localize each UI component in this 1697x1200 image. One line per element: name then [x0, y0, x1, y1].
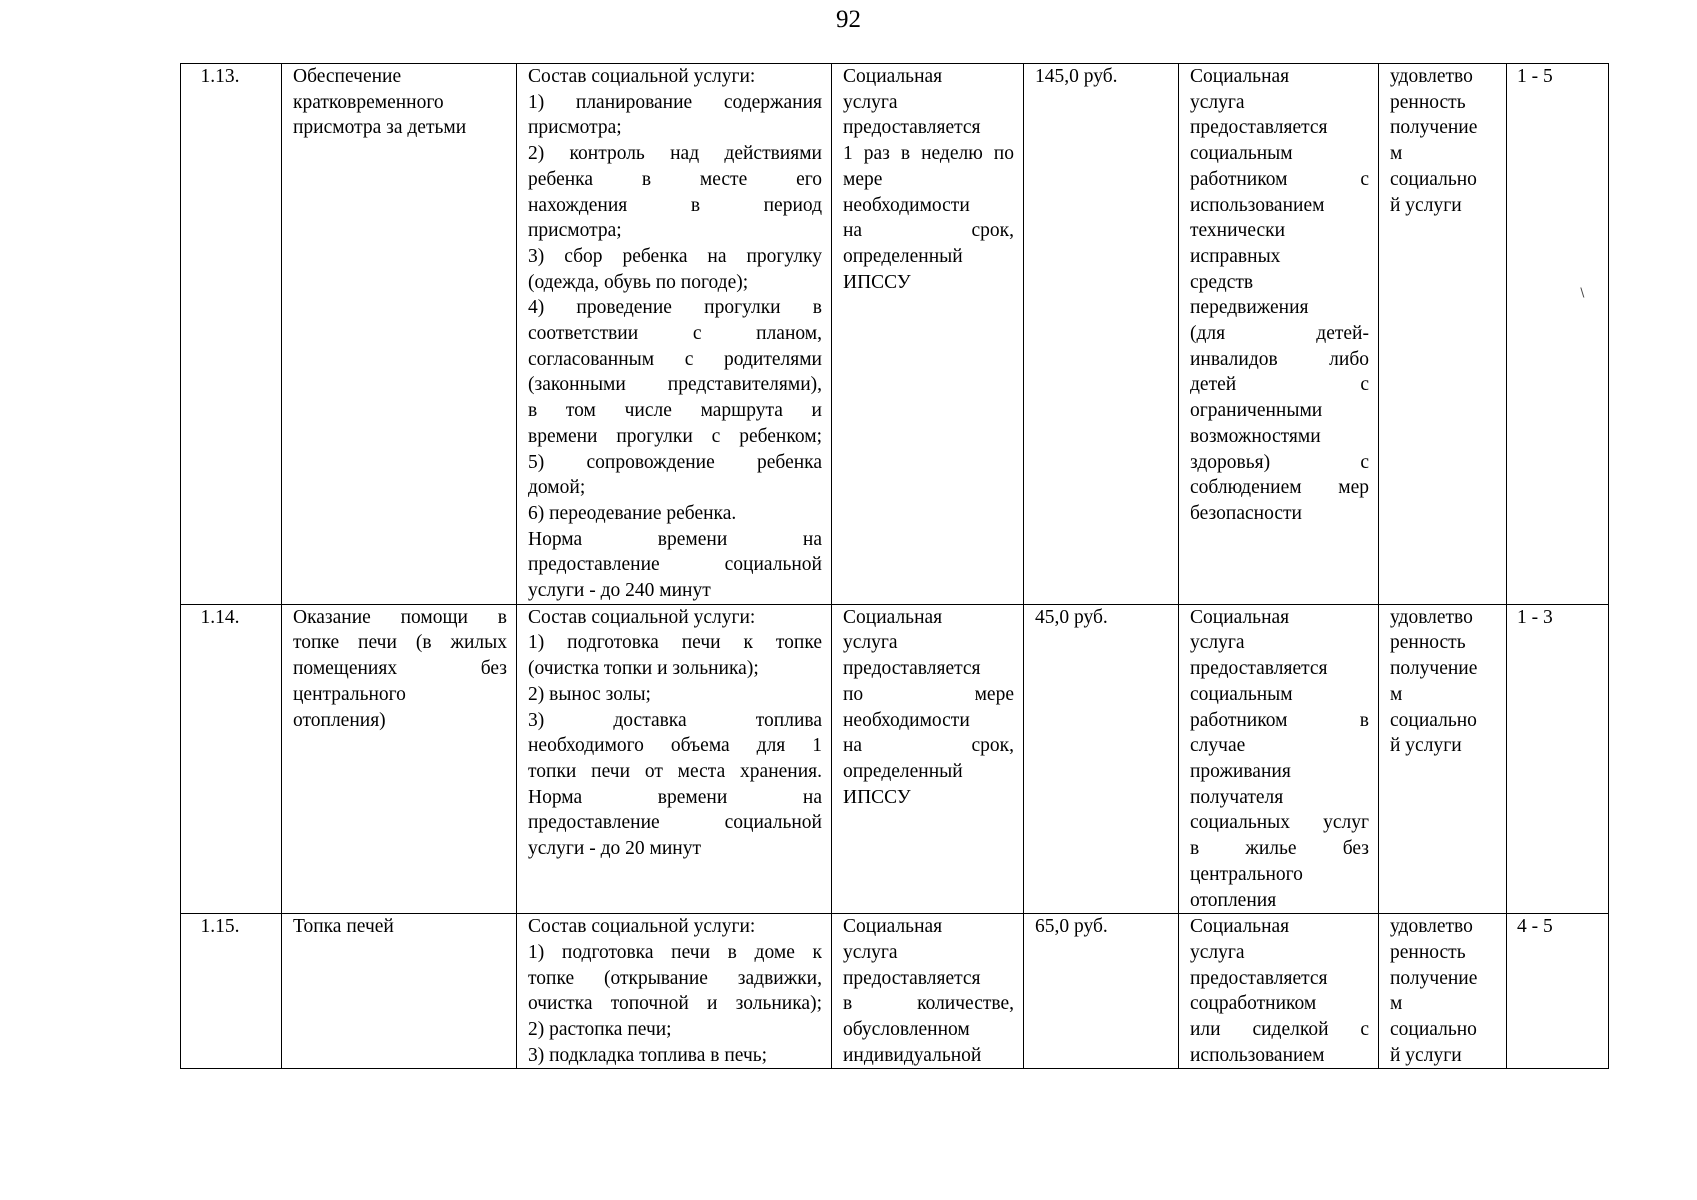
text-line: помещениях без: [293, 658, 507, 680]
text-line: ренность: [1390, 91, 1466, 113]
text-line: предоставление социальной: [528, 812, 822, 834]
text-line: 2) растопка печи;: [528, 1019, 672, 1041]
text-line: 6) переодевание ребенка.: [528, 502, 737, 524]
text-line: определенный: [843, 245, 963, 267]
text-line: согласованным с родителями: [528, 348, 822, 370]
text-line: ренность: [1390, 632, 1466, 654]
text-line: удовлетво: [1390, 606, 1473, 628]
text-line: услуга: [1190, 91, 1245, 113]
text-line: социальным: [1190, 143, 1293, 165]
text-line: топке печи (в жилых: [293, 632, 507, 654]
text-line: (одежда, обувь по погоде);: [528, 271, 749, 293]
text-line: услуга: [843, 941, 898, 963]
text-line: домой;: [528, 477, 586, 499]
text-line: Социальная: [1190, 606, 1290, 628]
text-line: м: [1390, 993, 1403, 1015]
text-line: социально: [1390, 709, 1477, 731]
text-line: 1) подготовка печи в доме к: [528, 941, 822, 963]
text-line: Топка печей: [293, 916, 394, 938]
row-number: 1.14.: [181, 604, 282, 913]
text-line: передвижения: [1190, 297, 1309, 319]
text-line: й услуги: [1390, 735, 1462, 757]
text-line: в количестве,: [843, 993, 1014, 1015]
text-line: случае: [1190, 735, 1246, 757]
text-line: работником с: [1190, 168, 1369, 190]
text-line: времени прогулки с ребенком;: [528, 425, 822, 447]
text-line: предоставляется: [1190, 658, 1328, 680]
text-line: социальным: [1190, 683, 1293, 705]
service-tariff: 45,0 руб.: [1024, 604, 1179, 913]
text-line: определенный: [843, 760, 963, 782]
text-line: ребенка в месте его: [528, 168, 822, 190]
service-conditions: [1179, 914, 1379, 1069]
text-line: предоставляется: [843, 967, 981, 989]
text-line: й услуги: [1390, 194, 1462, 216]
text-line: 1) подготовка печи к топке: [528, 632, 822, 654]
service-conditions: [1179, 64, 1379, 605]
text-line: детей с: [1190, 374, 1369, 396]
text-line: предоставляется: [1190, 117, 1328, 139]
text-line: необходимости: [843, 709, 970, 731]
text-line: возможностями: [1190, 425, 1321, 447]
text-line: Социальная: [843, 916, 943, 938]
text-line: по мере: [843, 683, 1014, 705]
services-table: [180, 63, 1609, 1069]
text-line: Обеспечение: [293, 66, 402, 87]
text-line: (для детей-: [1190, 323, 1369, 345]
quality-indicator: [1379, 64, 1507, 605]
text-line: услуга: [843, 91, 898, 113]
text-line: предоставление социальной: [528, 554, 822, 576]
text-line: обусловленном: [843, 1019, 970, 1041]
text-line: центрального: [293, 683, 406, 705]
text-line: 3) подкладка топлива в печь;: [528, 1044, 768, 1066]
service-name: [282, 914, 517, 1069]
text-line: отопления): [293, 709, 386, 731]
text-line: центрального: [1190, 863, 1303, 885]
text-line: технически: [1190, 220, 1286, 242]
text-line: получение: [1390, 117, 1478, 139]
text-line: соответствии с планом,: [528, 323, 822, 345]
text-line: й услуги: [1390, 1044, 1462, 1066]
service-composition: [517, 64, 832, 605]
text-line: или сиделкой с: [1190, 1019, 1369, 1041]
text-line: кратковременного: [293, 91, 444, 113]
text-line: Состав социальной услуги:: [528, 66, 756, 87]
text-line: Социальная: [843, 606, 943, 628]
text-line: 3) сбор ребенка на прогулку: [528, 245, 822, 267]
scan-speck: ∖: [1578, 286, 1586, 300]
text-line: услуга: [1190, 941, 1245, 963]
text-line: на срок,: [843, 735, 1014, 757]
row-number: 1.13.: [181, 64, 282, 605]
service-frequency: [832, 64, 1024, 605]
text-line: индивидуальной: [843, 1044, 982, 1066]
text-line: исправных: [1190, 245, 1281, 267]
text-line: инвалидов либо: [1190, 348, 1369, 370]
text-line: топки печи от места хранения.: [528, 760, 822, 782]
text-line: здоровья) с: [1190, 451, 1369, 473]
text-line: получателя: [1190, 786, 1284, 808]
text-line: присмотра;: [528, 220, 622, 242]
service-name: [282, 64, 517, 605]
text-line: в том числе маршрута и: [528, 400, 822, 422]
text-line: необходимого объема для 1: [528, 735, 822, 757]
text-line: Норма времени на: [528, 528, 822, 550]
text-line: удовлетво: [1390, 916, 1473, 938]
text-line: проживания: [1190, 760, 1291, 782]
service-tariff: 145,0 руб.: [1024, 64, 1179, 605]
text-line: (законными представителями),: [528, 374, 822, 396]
text-line: получение: [1390, 967, 1478, 989]
text-line: ренность: [1390, 941, 1466, 963]
text-line: ограниченными: [1190, 400, 1323, 422]
text-line: 5) сопровождение ребенка: [528, 451, 822, 473]
text-line: Состав социальной услуги:: [528, 916, 756, 938]
service-tariff: 65,0 руб.: [1024, 914, 1179, 1069]
text-line: 3) доставка топлива: [528, 709, 822, 731]
text-line: нахождения в период: [528, 194, 822, 216]
text-line: соблюдением мер: [1190, 477, 1369, 499]
text-line: на срок,: [843, 220, 1014, 242]
evaluation-score: 1 - 3: [1507, 604, 1609, 913]
text-line: предоставляется: [1190, 967, 1328, 989]
text-line: Социальная: [843, 66, 943, 87]
text-line: присмотра;: [528, 117, 622, 139]
text-line: средств: [1190, 271, 1254, 293]
text-line: очистка топочной и зольника);: [528, 993, 822, 1015]
text-line: м: [1390, 143, 1403, 165]
text-line: услуга: [1190, 632, 1245, 654]
service-conditions: [1179, 604, 1379, 913]
text-line: получение: [1390, 658, 1478, 680]
text-line: Норма времени на: [528, 786, 822, 808]
service-composition: [517, 604, 832, 913]
text-line: ИПССУ: [843, 786, 911, 808]
row-number: 1.15.: [181, 914, 282, 1069]
text-line: работником в: [1190, 709, 1369, 731]
service-frequency: [832, 604, 1024, 913]
service-name: [282, 604, 517, 913]
text-line: безопасности: [1190, 502, 1302, 524]
evaluation-score: 1 - 5: [1507, 64, 1609, 605]
text-line: предоставляется: [843, 658, 981, 680]
quality-indicator: [1379, 604, 1507, 913]
service-frequency: [832, 914, 1024, 1069]
text-line: Состав социальной услуги:: [528, 606, 756, 628]
text-line: (очистка топки и зольника);: [528, 658, 759, 680]
table-row: [181, 914, 1609, 1069]
text-line: присмотра за детьми: [293, 117, 467, 139]
page-number: 92: [836, 6, 861, 33]
text-line: предоставляется: [843, 117, 981, 139]
text-line: использованием: [1190, 1044, 1325, 1066]
text-line: в жилье без: [1190, 838, 1369, 860]
text-line: социально: [1390, 168, 1477, 190]
text-line: услуги - до 20 минут: [528, 838, 701, 860]
text-line: 1 раз в неделю по: [843, 143, 1014, 165]
text-line: 2) контроль над действиями: [528, 143, 822, 165]
text-line: Оказание помощи в: [293, 606, 507, 628]
text-line: м: [1390, 683, 1403, 705]
text-line: необходимости: [843, 194, 970, 216]
evaluation-score: 4 - 5: [1507, 914, 1609, 1069]
text-line: социальных услуг: [1190, 812, 1369, 834]
text-line: топке (открывание задвижки,: [528, 967, 822, 989]
text-line: услуга: [843, 632, 898, 654]
text-line: 1) планирование содержания: [528, 91, 822, 113]
text-line: 2) вынос золы;: [528, 683, 651, 705]
text-line: ИПССУ: [843, 271, 911, 293]
table-row: [181, 64, 1609, 605]
text-line: услуги - до 240 минут: [528, 580, 711, 602]
text-line: Социальная: [1190, 66, 1290, 87]
text-line: использованием: [1190, 194, 1325, 216]
quality-indicator: [1379, 914, 1507, 1069]
table-row: [181, 604, 1609, 913]
text-line: мере: [843, 168, 883, 190]
service-composition: [517, 914, 832, 1069]
text-line: 4) проведение прогулки в: [528, 297, 822, 319]
text-line: соцработником: [1190, 993, 1317, 1015]
text-line: Социальная: [1190, 916, 1290, 938]
text-line: удовлетво: [1390, 66, 1473, 87]
text-line: социально: [1390, 1019, 1477, 1041]
text-line: отопления: [1190, 889, 1277, 911]
